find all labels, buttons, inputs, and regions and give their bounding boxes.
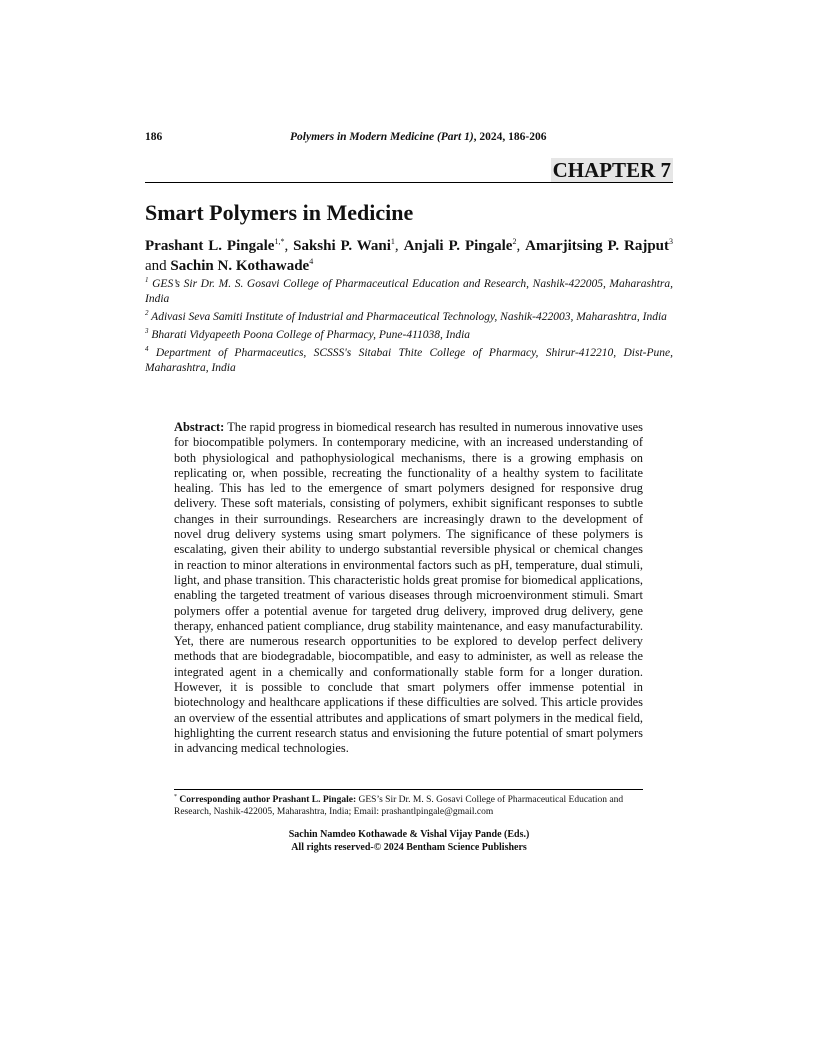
affiliation-mark: 2: [145, 309, 149, 317]
copyright-line: All rights reserved-© 2024 Bentham Science Publishers: [291, 841, 527, 853]
affiliation: [145, 328, 673, 343]
running-head: [145, 131, 673, 147]
author-name: Sachin N. Kothawade: [170, 258, 310, 274]
author-separator: ,: [516, 238, 526, 254]
chapter-title: Smart Polymers in Medicine: [145, 200, 414, 225]
header-rule: [145, 182, 673, 183]
chapter-label: CHAPTER 7: [552, 158, 671, 182]
author-affiliation-mark: 2: [512, 237, 517, 246]
corresponding-author-footnote: [174, 794, 643, 818]
affiliation-mark: 3: [145, 327, 149, 335]
author-affiliation-mark: 4: [309, 257, 314, 266]
editors-line: Sachin Namdeo Kothawade & Vishal Vijay Pande (Eds.): [288, 829, 530, 840]
footnote-label: Corresponding author Prashant L. Pingale:: [179, 795, 357, 805]
abstract-text: The rapid progress in biomedical research has resulted in numerous innovative uses for biocompatible polymers. In contemporary medicine, with an increased understanding of both physiological and pathophysiological mechanisms, there is a growing emphasis on replicating or, when possible, recreating the functionality of a healthy system to facilitate healing. This has led to the emergence of smart polymers designed for responsive drug delivery. These soft materials, consisting of polymers, exhibit significant responses to subtle changes in their surroundings. Researchers are increasingly drawn to the development of novel drug delivery systems using smart polymers. The significance of these polymers is escalating, given their ability to undergo substantial reversible physical or chemical changes in reaction to minor alterations in environmental factors such as pH, temperature, dual stimuli, light, and phase transition. This characteristic holds great promise for biomedical applications, enabling the targeted treatment of various diseases through microenvironment stimuli. Smart polymers offer a potential avenue for targeted drug delivery, improved drug delivery, gene therapy, enhanced patient compliance, drug stability maintenance, and easy manufacturability. Yet, there are numerous research opportunities to be explored to develop perfect delivery methods that are biodegradable, biocompatible, and easy to administer, as well as release the integrated agent in a chemically and conformationally stable form for a longer duration. However, it is possible to conclude that smart polymers offer immense potential in biotechnology and healthcare applications if these difficulties are solved. This article provides an overview of the essential attributes and applications of smart polymers in the medical field, highlighting the current research status and envisioning the future potential of smart polymers in advancing medical technologies.: [174, 420, 643, 756]
affiliation-list: [145, 277, 673, 379]
affiliation-text: Adivasi Seva Samiti Institute of Industrial and Pharmaceutical Technology, Nashik-422003, Maharashtra, India: [151, 311, 667, 323]
author-affiliation-mark: 1,*: [274, 237, 285, 246]
affiliation-text: Department of Pharmaceutics, SCSSS's Sitabai Thite College of Pharmacy, Shirur-412210, Dist-Pune, Maharashtra, India: [145, 347, 673, 374]
author-name: Prashant L. Pingale: [145, 238, 275, 254]
footnote-mark: *: [174, 794, 177, 800]
author-affiliation-mark: 3: [669, 237, 674, 246]
author-affiliation-mark: 1: [390, 237, 395, 246]
author-name: Anjali P. Pingale: [403, 238, 513, 254]
affiliation: [145, 310, 673, 325]
journal-year-pages: , 2024, 186-206: [473, 131, 547, 143]
abstract: [174, 420, 643, 757]
author-name: Amarjitsing P. Rajput: [525, 238, 670, 254]
author-separator: ,: [284, 238, 294, 254]
author-name: Sakshi P. Wani: [293, 238, 391, 254]
author-separator: ,: [394, 238, 404, 254]
affiliation: [145, 346, 673, 376]
affiliation-text: Bharati Vidyapeeth Poona College of Pharmacy, Pune-411038, India: [151, 329, 471, 341]
page-number: 186: [145, 131, 163, 143]
affiliation-text: GES’s Sir Dr. M. S. Gosavi College of Pharmaceutical Education and Research, Nashik-422005, Maharashtra, India: [145, 278, 673, 305]
affiliation-mark: 4: [145, 345, 149, 353]
abstract-label: Abstract:: [174, 420, 225, 434]
author-separator: and: [145, 258, 171, 274]
journal-reference: [290, 131, 547, 143]
footnote-rule: [174, 789, 643, 790]
author-list: [145, 236, 673, 276]
publisher-block: [145, 829, 673, 854]
footnote-text: GES’s Sir Dr. M. S. Gosavi College of Pharmaceutical Education and Research, Nashik-422005, Maharashtra, India; Email: prashantlpingale@gmail.com: [174, 795, 624, 817]
journal-title: Polymers in Modern Medicine (Part 1): [290, 131, 474, 143]
affiliation-mark: 1: [145, 276, 149, 284]
affiliation: [145, 277, 673, 307]
